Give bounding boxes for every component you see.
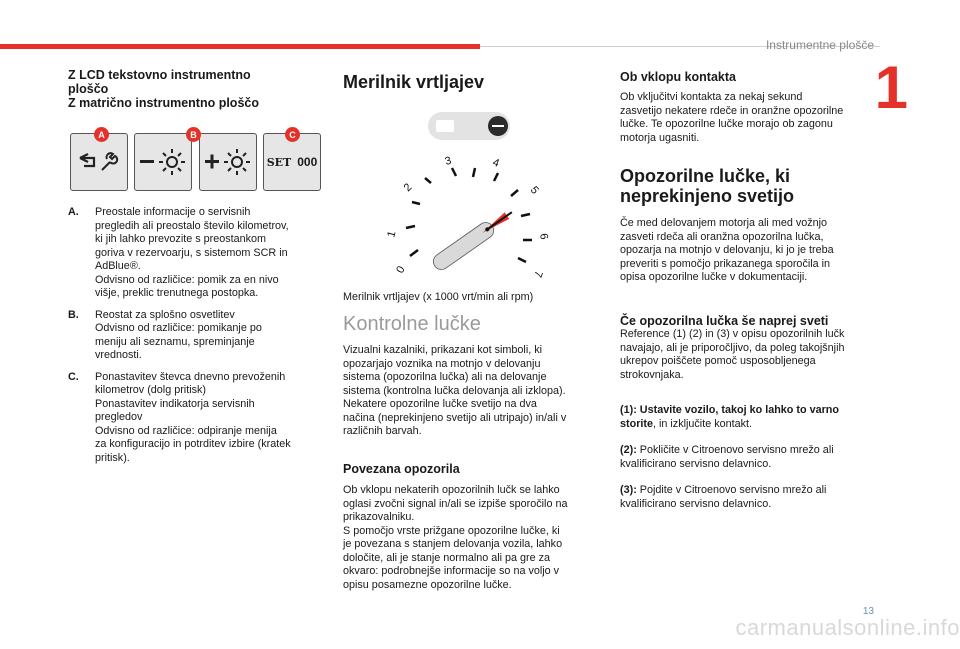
- text-line: Reference (1) (2) in (3) v opisu opozorilnih lučk: [620, 328, 845, 340]
- legend-line: Odvisno od različice: pomik za en nivo: [95, 273, 279, 286]
- gauge-number: 3: [443, 154, 453, 168]
- text-line: navajajo, ali je priporočljivo, da poleg takojšnjih: [620, 341, 845, 354]
- ref1-key: (1): [620, 404, 634, 416]
- legend-key: B.: [68, 308, 79, 321]
- naprej-body: [620, 328, 895, 382]
- left-title-line2: ploščo: [68, 82, 109, 96]
- ref3-key: (3):: [620, 484, 637, 496]
- plus-brightness-icon: [203, 148, 253, 176]
- text-line: S pomočjo vrste prižgane opozorilne lučke, ki: [343, 524, 560, 537]
- legend-item-a: [68, 206, 330, 301]
- gauge-number: 4: [490, 156, 501, 170]
- ref2-line: kvalificirano servisno delavnico.: [620, 457, 772, 470]
- ref3-line: Pojdite v Citroenovo servisno mrežo ali: [636, 484, 827, 496]
- vklop-body: [620, 91, 890, 145]
- neprekinjeno-title: [620, 166, 900, 206]
- text-line: opisa opozorilne lučke v dokumentaciji.: [620, 271, 808, 283]
- ref1-bold: : Ustavite vozilo, takoj ko lahko to varno: [633, 404, 839, 416]
- legend-line: Preostale informacije o servisnih: [95, 206, 251, 218]
- tachometer-caption: Merilnik vrtljajev (x 1000 vrt/min ali rpm): [343, 291, 534, 303]
- legend-line: pritisk).: [95, 451, 130, 464]
- watermark: carmanualsonline.info: [735, 615, 960, 640]
- text-line: lučke. Te opozorilne lučke morajo ob zagonu: [620, 118, 833, 130]
- text-line: Nekatere opozorilne lučke svetijo na dva: [343, 398, 537, 410]
- povezana-body: [343, 484, 608, 592]
- gauge-small-icon: [436, 120, 454, 132]
- gauge-needle: [430, 206, 516, 273]
- ref3-line: kvalificirano servisno delavnico.: [620, 497, 772, 510]
- set-label: SET: [266, 155, 292, 169]
- page-number: 13: [862, 606, 874, 617]
- ref1-bold2: storite: [620, 417, 653, 430]
- neprekinjeno-body: [620, 217, 895, 285]
- legend-line: ki jih lahko prevozite s preostankom: [95, 233, 267, 245]
- neprekinjeno-title-line2: neprekinjeno svetijo: [620, 186, 795, 206]
- ref2-line: Pokličite v Citroenovo servisno mrežo ali: [636, 444, 834, 456]
- badge-c: C: [285, 127, 300, 142]
- text-line: preveriti s pomočjo prikazanega sporočila in: [620, 257, 831, 270]
- badge-a: A: [94, 127, 109, 142]
- text-line: Če med delovanjem motorja ali med vožnjo: [620, 217, 828, 229]
- vklop-title: Ob vklopu kontakta: [620, 70, 736, 84]
- gauge-number: 5: [527, 184, 541, 197]
- return-wrench-icon: [76, 150, 122, 174]
- gauge-number: 7: [531, 268, 545, 279]
- text-line: ukrepov poiščete pomoč usposobljenega: [620, 355, 816, 367]
- text-line: Ob vključitvi kontakta za nekaj sekund: [620, 91, 803, 103]
- minus-brightness-icon: [138, 148, 188, 176]
- legend-line: AdBlue®.: [95, 260, 141, 272]
- text-line: sistema (opozorilna lučka) ali na delovanje: [343, 371, 547, 383]
- text-line: opozarjajo voznika na motnjo v delovanju: [343, 357, 541, 370]
- legend-line: za konfiguracijo in potrditev izbire (kratek: [95, 438, 291, 450]
- legend-key: C.: [68, 370, 79, 383]
- legend-line: Odvisno od različice: odpiranje menija: [95, 424, 277, 437]
- section-title: Instrumentne plošče: [765, 38, 874, 52]
- reference-2: [620, 444, 895, 471]
- text-line: strokovnjaka.: [620, 368, 684, 381]
- reference-1: [620, 404, 895, 431]
- left-title-line3: Z matrično instrumentno ploščo: [68, 96, 259, 110]
- text-line: zasvetijo nekatere rdeče in oranžne opozorilne: [620, 104, 844, 117]
- legend-line: goriva v rezervoarju, s sistemom SCR in: [95, 246, 288, 259]
- povezana-title: Povezana opozorila: [343, 462, 460, 476]
- legend-line: meniju ali seznamu, spreminjanje: [95, 335, 255, 348]
- text-line: različnih barvah.: [343, 425, 422, 437]
- text-line: motorja ugasniti.: [620, 131, 700, 144]
- text-line: Ob vklopu nekaterih opozorilnih lučk se lahko: [343, 484, 560, 496]
- tachometer-title: Merilnik vrtljajev: [343, 72, 485, 92]
- left-title-line1: Z LCD tekstovno instrumentno: [68, 68, 251, 82]
- legend-list: [68, 206, 330, 473]
- text-line: sistema (kontrolna lučka delovanja ali izklopa).: [343, 384, 566, 397]
- text-line: načina (neprekinjeno svetijo ali utripajo) in/ali v: [343, 411, 567, 424]
- left-title-block: [68, 68, 318, 110]
- kontrolne-title: Kontrolne lučke: [343, 313, 481, 335]
- legend-item-c: [68, 371, 330, 466]
- text-line: oglasi zvočni signal in/ali se izpiše sporočilo na: [343, 497, 568, 510]
- legend-line: kilometrov (dolg pritisk): [95, 384, 206, 396]
- panel-button-c[interactable]: [199, 133, 257, 191]
- text-line: Vizualni kazalniki, prikazani kot simboli, ki: [343, 344, 543, 356]
- header-accent-bar: [0, 44, 480, 49]
- legend-line: Ponastavitev indikatorja servisnih: [95, 397, 255, 410]
- legend-line: vrednosti.: [95, 349, 142, 361]
- gauge-number: 2: [401, 181, 415, 195]
- gauge-number: 6: [537, 232, 550, 241]
- chapter-number: 1: [874, 54, 908, 121]
- panel-button-b[interactable]: [134, 133, 192, 191]
- gauge-number: 1: [385, 229, 399, 239]
- text-line: prikazovalniku.: [343, 511, 415, 523]
- text-line: zasveti rdeča ali oranžna opozorilna lučka,: [620, 230, 824, 243]
- legend-key: A.: [68, 206, 79, 218]
- legend-item-b: [68, 309, 330, 363]
- gauge-number: 0: [394, 264, 408, 276]
- ref1-rest: , in izključite kontakt.: [653, 417, 753, 430]
- text-line: je povezana s stanjem delovanja vozila, lahko: [343, 538, 563, 550]
- text-line: opozarja na motnjo v delovanju, ki jo je treba: [620, 244, 834, 256]
- ref2-key: (2):: [620, 444, 637, 456]
- legend-line: Reostat za splošno osvetlitev: [95, 308, 235, 321]
- text-line: okvaro: podrobnejše informacije so na voljo v: [343, 565, 560, 577]
- legend-line: pregledov: [95, 411, 143, 423]
- naprej-title: Če opozorilna lučka še naprej sveti: [620, 314, 829, 328]
- legend-line: Odvisno od različice: pomikanje po: [95, 322, 262, 334]
- text-line: opisu posamezne opozorilne lučke.: [343, 578, 512, 591]
- text-line: določite, ali je stanje normalno ali pa gre za: [343, 551, 551, 564]
- legend-line: višje, preklic trenutnega postopka.: [95, 287, 259, 299]
- set-value: 000: [297, 155, 318, 169]
- legend-line: pregledih ali preostalo število kilometrov,: [95, 219, 289, 232]
- badge-b: B: [186, 127, 201, 142]
- legend-line: Ponastavitev števca dnevno prevoženih: [95, 370, 286, 383]
- kontrolne-body: [343, 344, 608, 439]
- neprekinjeno-title-line1: Opozorilne lučke, ki: [620, 166, 791, 186]
- tachometer-illustration: [380, 110, 570, 290]
- reference-3: [620, 484, 895, 511]
